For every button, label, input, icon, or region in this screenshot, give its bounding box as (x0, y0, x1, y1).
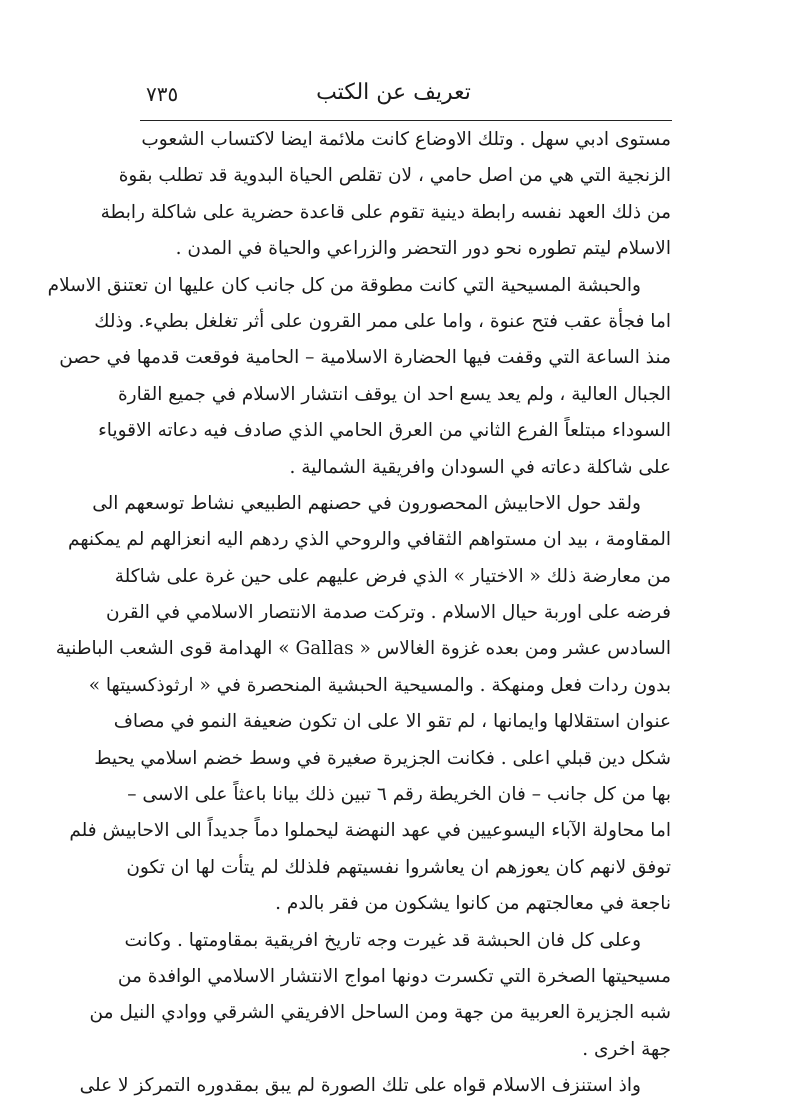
text-line: والحبشة المسيحية التي كانت مطوقة من كل جانب كان عليها ان تعتنق الاسلام (47, 274, 641, 296)
text-line: ناجعة في معالجتهم من كانوا يشكون من فقر بالدم . (275, 893, 671, 915)
text-line: على شاكلة دعاته في السودان وافريقية الشمالية . (289, 456, 671, 478)
text-line: فرضه على اوربة حيال الاسلام . وتركت صدمة الانتصار الاسلامي في القرن (106, 602, 671, 624)
text-line: الجبال العالية ، ولم يعد يسع احد ان يوقف انتشار الاسلام في جميع القارة (117, 383, 671, 405)
text-line: الاسلام ليتم تطوره نحو دور التحضر والزراعي والحياة في المدن . (175, 238, 671, 260)
text-line: وعلى كل فان الحبشة قد غيرت وجه تاريخ افريقية بمقاومتها . وكانت (124, 929, 641, 951)
text-line: السادس عشر ومن بعده غزوة الغالاس « Gallas » الهدامة قوى الشعب الباطنية (55, 638, 671, 660)
text-line: اما فجأة عقب فتح عنوة ، واما على ممر القرون على أثر تغلغل بطيء. وذلك (94, 310, 671, 332)
text-line: المقاومة ، بيد ان مستواهم الثقافي والروحي الذي ردهم اليه انعزالهم لم يمكنهم (68, 529, 671, 551)
text-line: عنوان استقلالها وايمانها ، لم تقو الا على ان تكون ضعيفة النمو في مصاف (113, 711, 671, 733)
page-number: ٧٣٥ (146, 82, 179, 106)
text-line: بها من كل جانب – فان الخريطة رقم ٦ تبين ذلك بيانا باعثاً على الاسى – (127, 784, 671, 806)
header-rule (140, 120, 672, 121)
text-line: السوداء مبتلعاً الفرع الثاني من العرق الحامي الذي صادف فيه دعاته الاقوياء (98, 420, 671, 442)
text-line: من معارضة ذلك « الاختيار » الذي فرض عليهم على حين غرة على شاكلة (114, 565, 671, 587)
running-title: تعريف عن الكتب (316, 80, 471, 105)
text-line: جهة اخرى . (582, 1038, 671, 1060)
text-line: شبه الجزيرة العربية من جهة ومن الساحل الافريقي الشرقي ووادي النيل من (89, 1002, 671, 1024)
text-line: مسيحيتها الصخرة التي تكسرت دونها امواج الانتشار الاسلامي الوافدة من (117, 965, 671, 987)
text-line: منذ الساعة التي وقفت فيها الحضارة الاسلامية – الحامية فوقعت قدمها في حصن (59, 347, 671, 369)
text-line: اما محاولة الآباء اليسوعيين في عهد النهضة ليحملوا دماً جديداً الى الاحابيش فلم (69, 820, 671, 842)
text-line: بدون ردات فعل ومنهكة . والمسيحية الحبشية المنحصرة في « ارثوذكسيتها » (88, 674, 671, 696)
text-line: مستوى ادبي سهل . وتلك الاوضاع كانت ملائمة ايضا لاكتساب الشعوب (141, 129, 671, 150)
text-line: شكل دين قبلي اعلى . فكانت الجزيرة صغيرة في وسط خضم اسلامي يحيط (94, 747, 671, 769)
body-text (47, 122, 671, 1105)
text-line: واذ استنزف الاسلام قواه على تلك الصورة لم يبق بمقدوره التمركز لا على (79, 1075, 641, 1097)
text-line: ولقد حول الاحابيش المحصورون في حصنهم الطبيعي نشاط توسعهم الى (92, 492, 641, 514)
text-line: الزنجية التي هي من اصل حامي ، لان تقلص الحياة البدوية قد تطلب بقوة (118, 165, 671, 187)
text-line: من ذلك العهد نفسه رابطة دينية تقوم على قاعدة حضرية على شاكلة رابطة (100, 201, 671, 223)
text-line: توفق لانهم كان يعوزهم ان يعاشروا نفسيتهم فلذلك لم يتأت لها ان تكون (126, 856, 671, 878)
